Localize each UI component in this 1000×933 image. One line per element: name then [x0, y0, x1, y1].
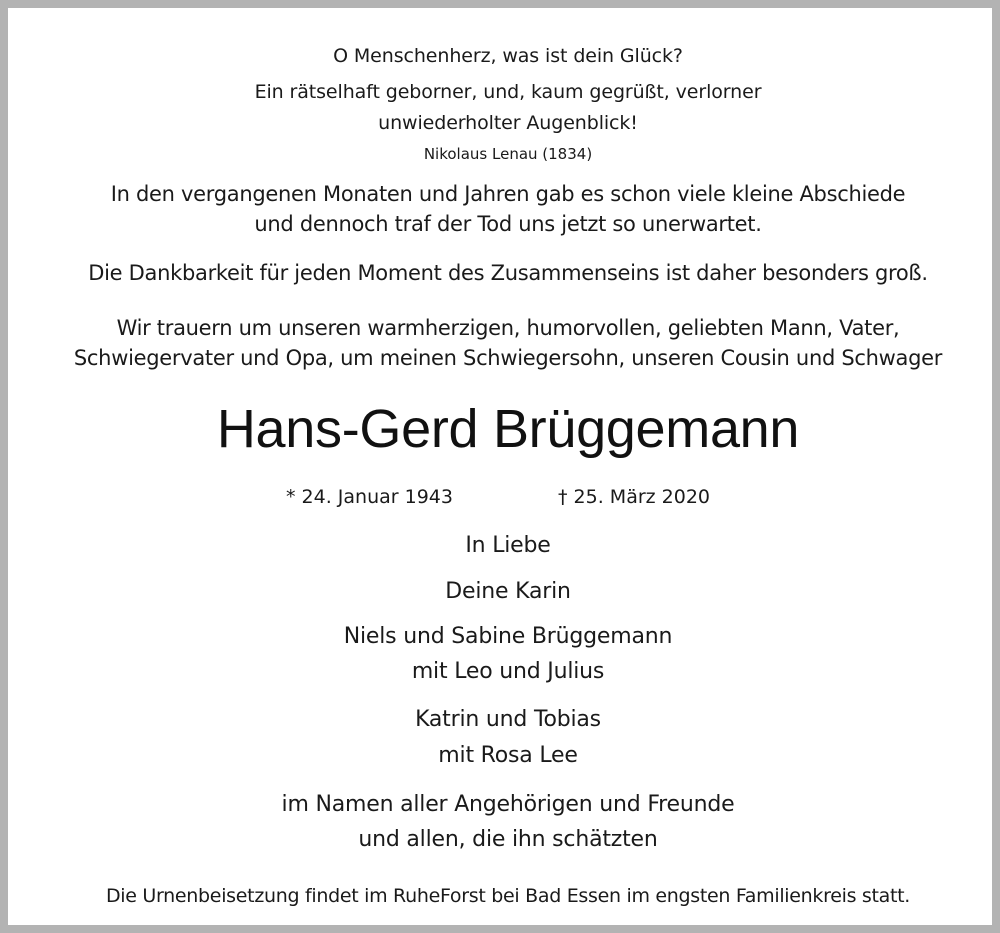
signature-family-2-line-1: Katrin und Tobias [415, 707, 601, 732]
intro-paragraph-1-line-2: und dennoch traf der Tod uns jetzt so unerwartet. [254, 212, 762, 236]
deceased-name: Hans-Gerd Brüggemann [216, 399, 800, 459]
poem-line-1: O Menschenherz, was ist dein Glück? [333, 45, 683, 67]
signature-others-line-2: und allen, die ihn schätzten [358, 827, 658, 852]
intro-paragraph-3-line-2: Schwiegervater und Opa, um meinen Schwiegersohn, unseren Cousin und Schwager [73, 346, 943, 370]
intro-paragraph-1-line-1: In den vergangenen Monaten und Jahren gab es schon viele kleine Abschiede [110, 182, 906, 206]
birth-date: * 24. Januar 1943 [286, 486, 453, 508]
signature-family-1-line-2: mit Leo und Julius [411, 659, 605, 684]
poem-line-3: unwiederholter Augenblick! [378, 112, 638, 134]
poem-author: Nikolaus Lenau (1834) [423, 145, 593, 163]
intro-paragraph-3-line-1: Wir trauern um unseren warmherzigen, humorvollen, geliebten Mann, Vater, [116, 316, 900, 340]
burial-notice: Die Urnenbeisetzung findet im RuheForst bei Bad Essen im engsten Familienkreis statt. [105, 885, 911, 907]
in-love-label: In Liebe [465, 533, 551, 558]
poem-line-2: Ein rätselhaft geborner, und, kaum gegrüßt, verlorner [254, 81, 762, 103]
signature-others-line-1: im Namen aller Angehörigen und Freunde [281, 792, 735, 817]
signature-family-2-line-2: mit Rosa Lee [438, 743, 578, 768]
signature-family-1-line-1: Niels und Sabine Brüggemann [343, 624, 673, 649]
death-date: † 25. März 2020 [558, 486, 711, 508]
intro-paragraph-2: Die Dankbarkeit für jeden Moment des Zusammenseins ist daher besonders groß. [88, 261, 928, 285]
signature-wife: Deine Karin [445, 579, 571, 604]
